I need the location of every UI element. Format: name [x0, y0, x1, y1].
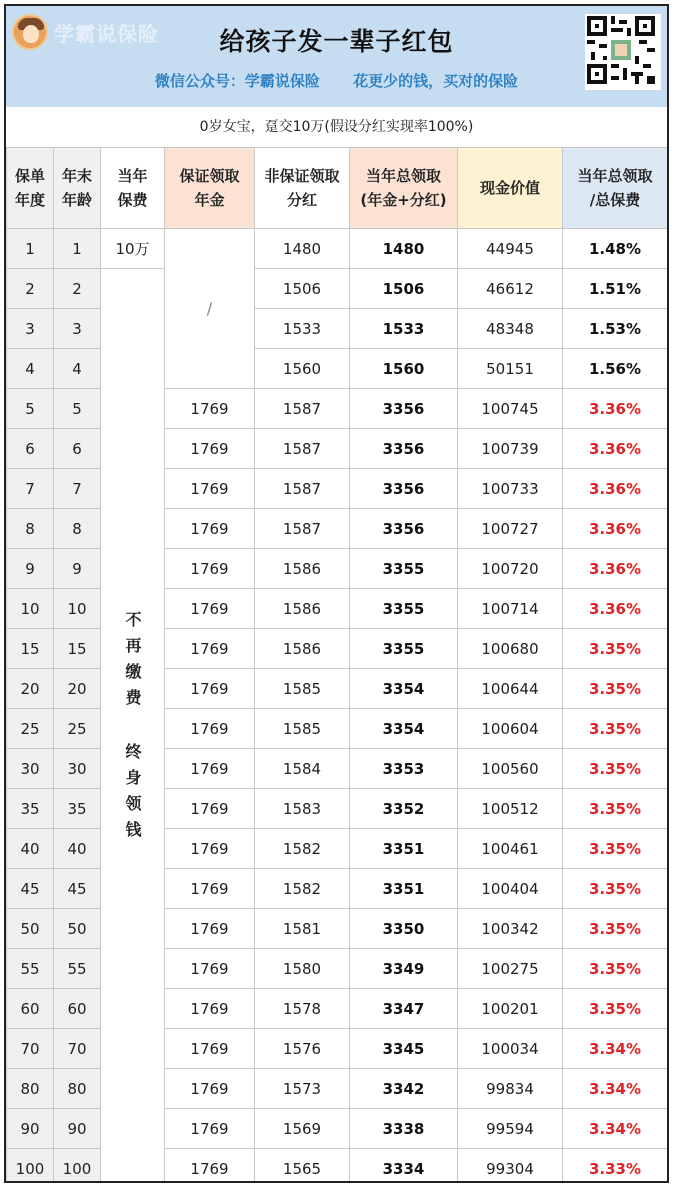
col-header-dividend: 非保证领取 分红	[255, 148, 350, 229]
cell-age: 1	[54, 229, 101, 269]
cell-policy-year: 5	[7, 389, 54, 429]
cell-guaranteed-annuity: 1769	[165, 629, 255, 669]
cell-policy-year: 6	[7, 429, 54, 469]
cell-total-payout: 1533	[350, 309, 458, 349]
cell-cash-value: 46612	[458, 269, 563, 309]
cell-guaranteed-annuity: 1769	[165, 469, 255, 509]
cell-age: 90	[54, 1109, 101, 1149]
cell-dividend: 1587	[255, 469, 350, 509]
cell-dividend: 1587	[255, 389, 350, 429]
cell-total-payout: 3356	[350, 429, 458, 469]
cell-cash-value: 48348	[458, 309, 563, 349]
cell-payout-ratio: 3.36%	[563, 589, 668, 629]
cell-payout-ratio: 3.35%	[563, 749, 668, 789]
cell-dividend: 1583	[255, 789, 350, 829]
cell-dividend: 1578	[255, 989, 350, 1029]
lifetime-payout-note: 终身领钱	[123, 742, 142, 847]
cell-age: 8	[54, 509, 101, 549]
cell-dividend: 1506	[255, 269, 350, 309]
table-row	[7, 229, 668, 269]
cell-guaranteed-annuity: 1769	[165, 909, 255, 949]
cell-total-payout: 3356	[350, 469, 458, 509]
cell-dividend: 1533	[255, 309, 350, 349]
cell-payout-ratio: 3.35%	[563, 669, 668, 709]
cell-payout-ratio: 1.51%	[563, 269, 668, 309]
cell-guaranteed-annuity: 1769	[165, 589, 255, 629]
col-header-cash-value: 现金价值	[458, 148, 563, 229]
cell-age: 4	[54, 349, 101, 389]
cell-premium: 10万	[101, 229, 165, 269]
table-card	[4, 4, 669, 1183]
cell-guaranteed-annuity: 1769	[165, 669, 255, 709]
cell-guaranteed-annuity: 1769	[165, 829, 255, 869]
cell-dividend: 1560	[255, 349, 350, 389]
cell-guaranteed-annuity: 1769	[165, 749, 255, 789]
cell-cash-value: 100714	[458, 589, 563, 629]
cell-policy-year: 40	[7, 829, 54, 869]
cell-cash-value: 100727	[458, 509, 563, 549]
cell-cash-value: 100275	[458, 949, 563, 989]
cell-age: 80	[54, 1069, 101, 1109]
cell-payout-ratio: 3.36%	[563, 389, 668, 429]
cell-cash-value: 100644	[458, 669, 563, 709]
no-annuity-mark: /	[206, 299, 213, 318]
cell-dividend: 1581	[255, 909, 350, 949]
cell-payout-ratio: 3.35%	[563, 869, 668, 909]
col-header-total-payout: 当年总领取 (年金+分红)	[350, 148, 458, 229]
cell-age: 7	[54, 469, 101, 509]
cell-dividend: 1582	[255, 869, 350, 909]
cell-policy-year: 90	[7, 1109, 54, 1149]
cell-total-payout: 3352	[350, 789, 458, 829]
cell-policy-year: 50	[7, 909, 54, 949]
cell-total-payout: 3351	[350, 869, 458, 909]
col-header-payout-ratio: 当年总领取 /总保费	[563, 148, 668, 229]
cell-policy-year: 30	[7, 749, 54, 789]
cell-age: 3	[54, 309, 101, 349]
cell-policy-year: 60	[7, 989, 54, 1029]
cell-dividend: 1576	[255, 1029, 350, 1069]
cell-guaranteed-annuity: 1769	[165, 549, 255, 589]
cell-age: 35	[54, 789, 101, 829]
cell-dividend: 1573	[255, 1069, 350, 1109]
cell-cash-value: 100342	[458, 909, 563, 949]
cell-total-payout: 3345	[350, 1029, 458, 1069]
cell-premium-merged	[101, 269, 165, 1184]
table-subtitle: 0岁女宝，趸交10万(假设分红实现率100%)	[6, 107, 667, 148]
cell-payout-ratio: 3.35%	[563, 909, 668, 949]
cell-cash-value: 100720	[458, 549, 563, 589]
cell-total-payout: 3350	[350, 909, 458, 949]
no-more-payment-note: 不再缴费	[123, 610, 142, 715]
cell-policy-year: 15	[7, 629, 54, 669]
cell-payout-ratio: 3.36%	[563, 509, 668, 549]
cell-age: 55	[54, 949, 101, 989]
cell-policy-year: 9	[7, 549, 54, 589]
cell-guaranteed-annuity: 1769	[165, 989, 255, 1029]
cell-total-payout: 3355	[350, 629, 458, 669]
cell-policy-year: 3	[7, 309, 54, 349]
cell-payout-ratio: 3.34%	[563, 1109, 668, 1149]
cell-policy-year: 25	[7, 709, 54, 749]
cell-age: 70	[54, 1029, 101, 1069]
cell-dividend: 1582	[255, 829, 350, 869]
cell-age: 20	[54, 669, 101, 709]
benefit-table	[6, 147, 668, 1183]
cell-dividend: 1580	[255, 949, 350, 989]
cell-policy-year: 70	[7, 1029, 54, 1069]
cell-policy-year: 100	[7, 1149, 54, 1184]
cell-dividend: 1587	[255, 429, 350, 469]
cell-payout-ratio: 3.33%	[563, 1149, 668, 1184]
cell-policy-year: 4	[7, 349, 54, 389]
cell-total-payout: 3356	[350, 509, 458, 549]
cell-payout-ratio: 3.36%	[563, 549, 668, 589]
cell-cash-value: 100404	[458, 869, 563, 909]
cell-total-payout: 3334	[350, 1149, 458, 1184]
cell-age: 30	[54, 749, 101, 789]
cell-total-payout: 3347	[350, 989, 458, 1029]
cell-dividend: 1586	[255, 549, 350, 589]
slogan: 花更少的钱，买对的保险	[353, 72, 519, 90]
cell-total-payout: 3356	[350, 389, 458, 429]
cell-policy-year: 20	[7, 669, 54, 709]
cell-total-payout: 3354	[350, 709, 458, 749]
cell-payout-ratio: 3.35%	[563, 949, 668, 989]
col-header-guaranteed-annuity: 保证领取 年金	[165, 148, 255, 229]
cell-total-payout: 1480	[350, 229, 458, 269]
cell-payout-ratio: 3.35%	[563, 709, 668, 749]
cell-dividend: 1584	[255, 749, 350, 789]
cell-payout-ratio: 3.34%	[563, 1069, 668, 1109]
cell-cash-value: 100739	[458, 429, 563, 469]
cell-age: 50	[54, 909, 101, 949]
cell-payout-ratio: 3.35%	[563, 989, 668, 1029]
cell-payout-ratio: 1.48%	[563, 229, 668, 269]
cell-cash-value: 100034	[458, 1029, 563, 1069]
qr-code-icon	[585, 14, 661, 90]
cell-age: 6	[54, 429, 101, 469]
wechat-account: 微信公众号：学霸说保险	[154, 72, 320, 90]
cell-guaranteed-annuity: 1769	[165, 869, 255, 909]
cell-guaranteed-annuity: 1769	[165, 1149, 255, 1184]
cell-policy-year: 35	[7, 789, 54, 829]
cell-payout-ratio: 3.35%	[563, 789, 668, 829]
cell-policy-year: 80	[7, 1069, 54, 1109]
cell-total-payout: 3355	[350, 549, 458, 589]
cell-cash-value: 99304	[458, 1149, 563, 1184]
cell-total-payout: 3338	[350, 1109, 458, 1149]
cell-total-payout: 3354	[350, 669, 458, 709]
col-header-policy-year: 保单 年度	[7, 148, 54, 229]
table-header-row	[7, 148, 668, 229]
cell-guaranteed-annuity: 1769	[165, 949, 255, 989]
cell-dividend: 1480	[255, 229, 350, 269]
cell-policy-year: 55	[7, 949, 54, 989]
cell-dividend: 1586	[255, 589, 350, 629]
cell-cash-value: 100604	[458, 709, 563, 749]
cell-cash-value: 100201	[458, 989, 563, 1029]
cell-guaranteed-annuity: 1769	[165, 429, 255, 469]
logo-text: 学霸说保险	[54, 21, 159, 46]
cell-cash-value: 100733	[458, 469, 563, 509]
cell-guaranteed-annuity: 1769	[165, 509, 255, 549]
cell-total-payout: 3353	[350, 749, 458, 789]
cell-age: 2	[54, 269, 101, 309]
table-row	[7, 269, 668, 309]
cell-policy-year: 2	[7, 269, 54, 309]
cell-cash-value: 100560	[458, 749, 563, 789]
cell-age: 15	[54, 629, 101, 669]
col-header-premium: 当年 保费	[101, 148, 165, 229]
cell-age: 10	[54, 589, 101, 629]
cell-cash-value: 100745	[458, 389, 563, 429]
cell-age: 25	[54, 709, 101, 749]
cell-total-payout: 3355	[350, 589, 458, 629]
cell-dividend: 1586	[255, 629, 350, 669]
page-title: 给孩子发一辈子红包	[219, 27, 454, 56]
header-subline	[6, 70, 667, 91]
cell-payout-ratio: 3.36%	[563, 429, 668, 469]
cell-age: 9	[54, 549, 101, 589]
cell-cash-value: 44945	[458, 229, 563, 269]
cell-total-payout: 3342	[350, 1069, 458, 1109]
cell-cash-value: 50151	[458, 349, 563, 389]
cell-annuity-merged	[165, 229, 255, 389]
cell-total-payout: 3351	[350, 829, 458, 869]
col-header-age: 年末 年龄	[54, 148, 101, 229]
cell-policy-year: 7	[7, 469, 54, 509]
cell-cash-value: 99594	[458, 1109, 563, 1149]
cell-policy-year: 45	[7, 869, 54, 909]
cell-age: 60	[54, 989, 101, 1029]
cell-guaranteed-annuity: 1769	[165, 1109, 255, 1149]
cell-cash-value: 100461	[458, 829, 563, 869]
cell-cash-value: 99834	[458, 1069, 563, 1109]
cell-policy-year: 8	[7, 509, 54, 549]
cell-cash-value: 100680	[458, 629, 563, 669]
cell-dividend: 1569	[255, 1109, 350, 1149]
cell-cash-value: 100512	[458, 789, 563, 829]
cell-guaranteed-annuity: 1769	[165, 389, 255, 429]
cell-guaranteed-annuity: 1769	[165, 1069, 255, 1109]
cell-payout-ratio: 1.56%	[563, 349, 668, 389]
cell-total-payout: 1560	[350, 349, 458, 389]
cell-guaranteed-annuity: 1769	[165, 789, 255, 829]
cell-total-payout: 1506	[350, 269, 458, 309]
cell-age: 45	[54, 869, 101, 909]
cell-age: 100	[54, 1149, 101, 1184]
cell-guaranteed-annuity: 1769	[165, 709, 255, 749]
header-banner	[6, 6, 667, 107]
cell-dividend: 1587	[255, 509, 350, 549]
cell-payout-ratio: 1.53%	[563, 309, 668, 349]
cell-dividend: 1585	[255, 669, 350, 709]
cell-guaranteed-annuity: 1769	[165, 1029, 255, 1069]
table-body	[7, 229, 668, 1184]
cell-dividend: 1585	[255, 709, 350, 749]
cell-policy-year: 10	[7, 589, 54, 629]
cell-payout-ratio: 3.35%	[563, 629, 668, 669]
cell-total-payout: 3349	[350, 949, 458, 989]
cell-age: 5	[54, 389, 101, 429]
cell-dividend: 1565	[255, 1149, 350, 1184]
cell-payout-ratio: 3.36%	[563, 469, 668, 509]
cell-payout-ratio: 3.34%	[563, 1029, 668, 1069]
cell-age: 40	[54, 829, 101, 869]
cell-payout-ratio: 3.35%	[563, 829, 668, 869]
cell-policy-year: 1	[7, 229, 54, 269]
